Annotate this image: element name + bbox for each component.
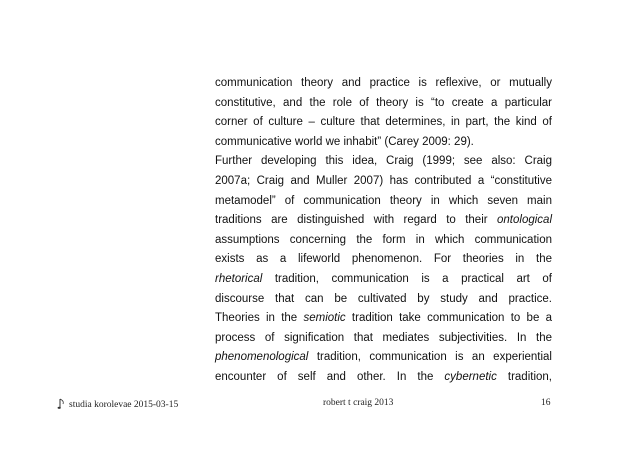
text-line-4: communicative world we inhabit” (Carey 2009: 29). — [215, 135, 474, 148]
text-line-1: communication theory and practice is reflexive, or mutually — [215, 77, 552, 89]
text-line-11: rhetorical tradition, communication is a practical art of — [215, 272, 552, 285]
text-line-6: 2007a; Craig and Muller 2007) has contributed a “constitutive — [215, 174, 552, 187]
text-line-3: corner of culture – culture that determines, in part, the kind of — [215, 116, 552, 129]
body-text — [215, 74, 552, 388]
text-line-8: traditions are distinguished with regard to their ontological — [215, 214, 552, 227]
text-line-7: metamodel” of communication theory in which seven main — [215, 194, 552, 207]
text-line-10: exists as a lifeworld phenomenon. For theories in the — [215, 253, 552, 266]
page-number: 16 — [541, 398, 551, 408]
ontological-term: ontological — [497, 214, 552, 227]
text-line-15: phenomenological tradition, communication is an experiential — [215, 351, 552, 364]
text-line-2: constitutive, and the role of theory is “to create a particular — [215, 96, 552, 109]
text-line-14: process of signification that mediates subjectivities. In the — [215, 331, 552, 344]
text-line-9: assumptions concerning the form in which communication — [215, 233, 552, 246]
phenomenological-term: phenomenological — [215, 351, 309, 364]
text-line-16: encounter of self and other. In the cybernetic tradition, — [215, 370, 552, 383]
cybernetic-term: cybernetic — [444, 370, 497, 383]
footer-date-label: studia korolevae 2015-03-15 — [69, 400, 179, 410]
music-note-logo-icon — [57, 398, 67, 410]
rhetorical-term: rhetorical — [215, 272, 263, 285]
text-line-5: Further developing this idea, Craig (1999; see also: Craig — [215, 155, 552, 168]
footer-author: robert t craig 2013 — [323, 398, 394, 408]
text-line-13: Theories in the semiotic tradition take communication to be a — [215, 312, 552, 325]
footer-left — [57, 398, 178, 410]
text-line-12: discourse that can be cultivated by study and practice. — [215, 292, 552, 305]
semiotic-term: semiotic — [303, 312, 346, 325]
